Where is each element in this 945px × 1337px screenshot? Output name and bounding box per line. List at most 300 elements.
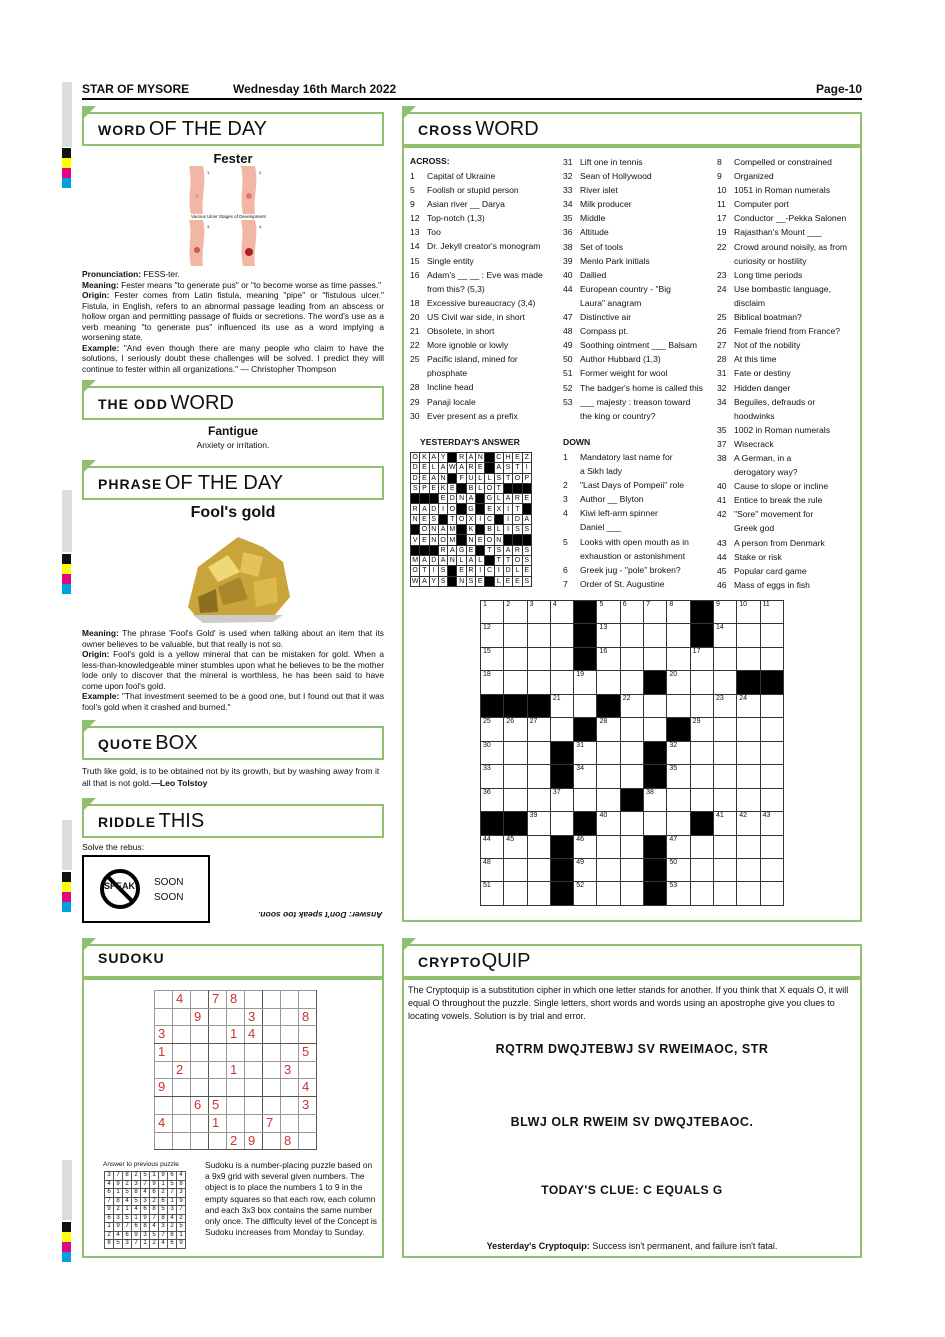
sudoku-cell[interactable] [263, 991, 281, 1009]
sudoku-cell[interactable]: 3 [155, 1026, 173, 1044]
grid-cell[interactable] [550, 812, 573, 835]
grid-cell[interactable] [620, 647, 643, 670]
grid-cell[interactable] [481, 718, 504, 741]
clue-row [563, 211, 703, 225]
clue-text: Top-notch (1,3) [427, 213, 485, 224]
grid-cell[interactable] [620, 858, 643, 881]
sudoku-cell[interactable] [173, 1079, 191, 1097]
grid-cell[interactable] [574, 671, 597, 694]
sudoku-cell[interactable] [281, 1079, 299, 1097]
sudoku-cell[interactable] [227, 1008, 245, 1026]
sudoku-cell[interactable] [245, 1097, 263, 1115]
sudoku-cell[interactable] [263, 1079, 281, 1097]
grid-cell[interactable] [760, 835, 783, 858]
grid-cell[interactable] [550, 694, 573, 717]
grid-cell[interactable] [667, 765, 690, 788]
grid-cell[interactable] [597, 882, 620, 906]
sudoku-cell[interactable] [155, 1132, 173, 1150]
answer-cell: 8 [123, 1172, 132, 1181]
sudoku-cell[interactable] [299, 991, 317, 1009]
grid-cell[interactable] [760, 812, 783, 835]
answer-cell: 3 [123, 1240, 132, 1249]
sudoku-cell[interactable] [191, 1114, 209, 1132]
crossword-title: CROSS WORD [402, 112, 862, 146]
sudoku-cell[interactable] [191, 991, 209, 1009]
grid-cell[interactable] [713, 788, 736, 811]
grid-cell[interactable] [644, 624, 667, 647]
grid-cell[interactable] [527, 718, 550, 741]
sudoku-cell[interactable] [173, 1044, 191, 1062]
clue-number: 35 [563, 213, 573, 224]
answer-cell: A [438, 555, 447, 565]
grid-cell[interactable] [620, 624, 643, 647]
answer-cell: I [476, 514, 485, 524]
clue-text: disclaim [734, 297, 766, 308]
sudoku-cell[interactable] [191, 1132, 209, 1150]
sudoku-cell[interactable]: 4 [245, 1026, 263, 1044]
answer-cell: K [466, 525, 475, 535]
cell-number: 16 [599, 647, 608, 655]
grid-cell[interactable] [690, 671, 713, 694]
sudoku-cell[interactable]: 9 [191, 1008, 209, 1026]
sudoku-cell[interactable]: 8 [299, 1008, 317, 1026]
grid-cell[interactable] [667, 788, 690, 811]
sudoku-cell[interactable] [263, 1008, 281, 1026]
grid-cell[interactable] [737, 765, 760, 788]
grid-cell[interactable] [481, 882, 504, 906]
sudoku-cell[interactable] [209, 1044, 227, 1062]
sudoku-cell[interactable] [263, 1061, 281, 1079]
sudoku-cell[interactable] [281, 991, 299, 1009]
grid-cell[interactable] [644, 694, 667, 717]
sudoku-cell[interactable] [209, 1026, 227, 1044]
grid-cell[interactable] [504, 788, 527, 811]
grid-cell[interactable] [481, 741, 504, 764]
grid-cell[interactable] [527, 765, 550, 788]
sudoku-cell[interactable]: 4 [299, 1079, 317, 1097]
answer-cell: E [420, 535, 429, 545]
answer-cell: S [466, 576, 475, 586]
grid-cell[interactable] [574, 835, 597, 858]
sudoku-cell[interactable] [299, 1026, 317, 1044]
answer-cell: N [438, 473, 447, 483]
clue-text: Pacific island, mined for [427, 354, 518, 365]
grid-cell[interactable] [737, 647, 760, 670]
grid-cell[interactable] [667, 601, 690, 624]
clue-text: Long time periods [734, 269, 803, 280]
grid-cell[interactable] [737, 718, 760, 741]
grid-cell[interactable] [481, 647, 504, 670]
grid-cell[interactable] [550, 788, 573, 811]
sudoku-cell[interactable] [299, 1061, 317, 1079]
grid-cell[interactable] [690, 718, 713, 741]
grid-cell [690, 601, 713, 624]
sudoku-cell[interactable] [263, 1132, 281, 1150]
grid-cell[interactable] [644, 647, 667, 670]
grid-cell[interactable] [504, 765, 527, 788]
grid-cell[interactable] [620, 835, 643, 858]
clue-number: 19 [717, 227, 727, 238]
grid-cell[interactable] [527, 812, 550, 835]
sudoku-cell[interactable] [299, 1114, 317, 1132]
grid-cell[interactable] [737, 812, 760, 835]
grid-cell[interactable] [667, 812, 690, 835]
grid-cell[interactable] [504, 882, 527, 906]
answer-cell: 4 [150, 1223, 159, 1232]
clue-text: At this time [734, 354, 777, 365]
grid-cell[interactable] [690, 765, 713, 788]
clue-row [717, 338, 847, 352]
grid-cell[interactable] [527, 835, 550, 858]
answer-cell: 1 [141, 1240, 150, 1249]
sudoku-cell[interactable] [209, 1061, 227, 1079]
sudoku-cell[interactable] [245, 1114, 263, 1132]
sudoku-cell[interactable]: 6 [191, 1097, 209, 1115]
answer-cell: S [503, 463, 512, 473]
grid-cell[interactable] [481, 601, 504, 624]
sudoku-cell[interactable]: 1 [155, 1044, 173, 1062]
grid-cell[interactable] [527, 647, 550, 670]
page-number: Page-10 [815, 82, 862, 96]
grid-cell[interactable] [667, 647, 690, 670]
sudoku-cell[interactable] [227, 1044, 245, 1062]
grid-cell[interactable] [597, 718, 620, 741]
answer-cell: S [522, 576, 531, 586]
sudoku-cell[interactable] [209, 1079, 227, 1097]
sudoku-cell[interactable]: 8 [227, 991, 245, 1009]
sudoku-cell[interactable] [155, 1061, 173, 1079]
clue-row [563, 183, 703, 197]
grid-cell[interactable] [690, 741, 713, 764]
grid-cell[interactable] [737, 788, 760, 811]
grid-cell[interactable] [527, 858, 550, 881]
grid-cell[interactable] [644, 788, 667, 811]
grid-cell[interactable] [481, 835, 504, 858]
answer-cell: S [438, 566, 447, 576]
grid-cell[interactable] [667, 882, 690, 906]
grid-cell[interactable] [667, 858, 690, 881]
grid-cell[interactable] [644, 718, 667, 741]
clue-text: Popular card game [734, 565, 807, 576]
clue-row [717, 183, 847, 197]
grid-cell[interactable] [597, 835, 620, 858]
grid-cell[interactable] [620, 882, 643, 906]
grid-cell[interactable] [574, 765, 597, 788]
grid-cell[interactable] [713, 718, 736, 741]
answer-cell: 9 [132, 1231, 141, 1240]
grid-cell[interactable] [713, 647, 736, 670]
grid-cell[interactable] [550, 671, 573, 694]
grid-cell[interactable] [597, 671, 620, 694]
clue-number: 17 [717, 213, 727, 224]
grid-cell[interactable] [760, 647, 783, 670]
sudoku-cell[interactable]: 4 [155, 1114, 173, 1132]
sudoku-cell[interactable]: 1 [209, 1114, 227, 1132]
grid-cell[interactable] [690, 647, 713, 670]
grid-cell[interactable] [597, 624, 620, 647]
grid-cell[interactable] [527, 882, 550, 906]
grid-cell[interactable] [713, 601, 736, 624]
clue-row [410, 282, 543, 296]
sudoku-cell[interactable] [191, 1079, 209, 1097]
sudoku-cell[interactable]: 7 [263, 1114, 281, 1132]
grid-cell[interactable] [620, 601, 643, 624]
grid-cell[interactable] [760, 694, 783, 717]
answer-cell: 3 [168, 1206, 177, 1215]
grid-cell[interactable] [667, 741, 690, 764]
grid-cell[interactable] [760, 882, 783, 906]
answer-cell: O [412, 454, 418, 462]
grid-cell[interactable] [504, 741, 527, 764]
grid-cell[interactable] [737, 835, 760, 858]
grid-cell[interactable] [574, 858, 597, 881]
sudoku-cell[interactable] [191, 1061, 209, 1079]
grid-cell[interactable] [574, 694, 597, 717]
grid-cell[interactable] [760, 765, 783, 788]
grid-cell[interactable] [690, 858, 713, 881]
grid-cell[interactable] [481, 671, 504, 694]
sudoku-cell[interactable]: 1 [227, 1061, 245, 1079]
grid-cell[interactable] [504, 624, 527, 647]
answer-cell: 2 [177, 1214, 186, 1223]
grid-cell[interactable] [504, 858, 527, 881]
sudoku-cell[interactable]: 5 [299, 1044, 317, 1062]
grid-cell[interactable] [737, 858, 760, 881]
grid-cell[interactable] [760, 601, 783, 624]
grid-cell[interactable] [713, 835, 736, 858]
grid-cell[interactable] [713, 694, 736, 717]
sudoku-cell[interactable] [245, 1044, 263, 1062]
grid-cell[interactable] [481, 788, 504, 811]
grid-cell[interactable] [481, 765, 504, 788]
grid-cell[interactable] [713, 624, 736, 647]
answer-cell: 7 [159, 1231, 168, 1240]
answer-cell: 5 [141, 1172, 150, 1181]
answer-cell: L [476, 473, 485, 483]
grid-cell[interactable] [737, 694, 760, 717]
sudoku-cell[interactable] [227, 1079, 245, 1097]
clue-text: hoodwinks [734, 410, 775, 421]
grid-cell[interactable] [620, 765, 643, 788]
grid-cell[interactable] [620, 718, 643, 741]
clue-number: 6 [563, 564, 568, 575]
grid-cell[interactable] [550, 718, 573, 741]
answer-cell: 6 [105, 1214, 114, 1223]
previous-answer-grid [104, 1171, 186, 1249]
sudoku-cell[interactable]: 3 [245, 1008, 263, 1026]
grid-cell[interactable] [504, 718, 527, 741]
sudoku-cell[interactable] [227, 1114, 245, 1132]
riddle-title: RIDDLE THIS [82, 804, 384, 838]
answer-cell: 3 [105, 1172, 114, 1181]
sudoku-cell[interactable] [263, 1097, 281, 1115]
grid-cell[interactable] [713, 671, 736, 694]
answer-cell: 6 [132, 1223, 141, 1232]
sudoku-cell[interactable] [191, 1026, 209, 1044]
answer-cell: L [476, 483, 485, 493]
sudoku-cell[interactable] [245, 991, 263, 1009]
grid-cell[interactable] [667, 694, 690, 717]
sudoku-cell[interactable] [281, 1097, 299, 1115]
grid-cell[interactable] [504, 671, 527, 694]
grid-cell[interactable] [690, 882, 713, 906]
answer-cell [485, 463, 494, 473]
sudoku-cell[interactable]: 9 [155, 1079, 173, 1097]
answer-cell [522, 504, 531, 514]
grid-cell[interactable] [597, 765, 620, 788]
answer-cell: E [476, 576, 485, 586]
grid-cell[interactable] [597, 788, 620, 811]
grid-cell[interactable] [760, 741, 783, 764]
grid-cell[interactable] [550, 647, 573, 670]
clue-row [563, 549, 689, 563]
clue-row [717, 310, 847, 324]
grid-cell[interactable] [504, 601, 527, 624]
grid-cell[interactable] [737, 741, 760, 764]
grid-cell[interactable] [690, 788, 713, 811]
cell-number: 37 [552, 788, 561, 796]
grid-cell[interactable] [527, 788, 550, 811]
sudoku-cell[interactable]: 2 [227, 1132, 245, 1150]
cell-number: 22 [622, 694, 631, 702]
answer-cell [494, 514, 503, 524]
sudoku-cell[interactable] [173, 1097, 191, 1115]
grid-cell[interactable] [527, 624, 550, 647]
grid-cell[interactable] [690, 835, 713, 858]
grid-cell[interactable] [667, 624, 690, 647]
answer-cell: 9 [177, 1240, 186, 1249]
sudoku-cell[interactable]: 5 [209, 1097, 227, 1115]
sudoku-cell[interactable] [281, 1008, 299, 1026]
cell-number: 41 [715, 812, 724, 820]
sudoku-cell[interactable] [155, 991, 173, 1009]
clue-row [563, 310, 703, 324]
grid-cell[interactable] [574, 882, 597, 906]
answer-cell: E [448, 483, 457, 493]
sudoku-cell[interactable]: 2 [173, 1061, 191, 1079]
grid-cell[interactable] [667, 835, 690, 858]
grid-cell[interactable] [597, 812, 620, 835]
sudoku-cell[interactable] [245, 1061, 263, 1079]
grid-cell[interactable] [690, 694, 713, 717]
sudoku-cell[interactable]: 9 [245, 1132, 263, 1150]
grid-cell[interactable] [737, 601, 760, 624]
grid-cell[interactable] [644, 601, 667, 624]
grid-cell[interactable] [760, 788, 783, 811]
grid-cell[interactable] [620, 671, 643, 694]
grid-cell[interactable] [597, 601, 620, 624]
sudoku-cell[interactable]: 3 [299, 1097, 317, 1115]
sudoku-cell[interactable]: 1 [227, 1026, 245, 1044]
answer-cell [411, 525, 420, 535]
sudoku-cell[interactable] [263, 1044, 281, 1062]
sudoku-cell[interactable] [245, 1079, 263, 1097]
grid-cell[interactable] [574, 788, 597, 811]
grid-cell[interactable] [527, 671, 550, 694]
sudoku-cell[interactable] [155, 1008, 173, 1026]
sudoku-cell[interactable] [173, 1026, 191, 1044]
answer-cell: 4 [177, 1172, 186, 1181]
clue-text: Middle [580, 213, 606, 224]
clue-text: Laura" anagram [580, 297, 642, 308]
clue-number: 24 [717, 283, 727, 294]
grid-cell[interactable] [527, 741, 550, 764]
clue-number: 21 [410, 326, 420, 337]
sudoku-cell[interactable]: 3 [281, 1061, 299, 1079]
grid-cell[interactable] [644, 812, 667, 835]
answer-cell: 8 [141, 1223, 150, 1232]
sudoku-cell[interactable] [227, 1097, 245, 1115]
sudoku-cell[interactable] [263, 1026, 281, 1044]
sudoku-cell[interactable] [173, 1132, 191, 1150]
answer-cell: 6 [168, 1172, 177, 1181]
phrase-title: PHRASE OF THE DAY [82, 466, 384, 500]
grid-cell[interactable] [504, 647, 527, 670]
answer-cell: 7 [123, 1223, 132, 1232]
grid-cell[interactable] [550, 601, 573, 624]
grid-cell[interactable] [713, 812, 736, 835]
grid-cell[interactable] [760, 858, 783, 881]
grid-cell[interactable] [597, 858, 620, 881]
grid-cell[interactable] [550, 624, 573, 647]
grid-cell[interactable] [713, 765, 736, 788]
sudoku-cell[interactable] [209, 1132, 227, 1150]
sudoku-cell[interactable] [155, 1097, 173, 1115]
grid-cell[interactable] [667, 671, 690, 694]
clue-row [410, 409, 543, 423]
grid-cell[interactable] [760, 624, 783, 647]
grid-cell[interactable] [737, 882, 760, 906]
sudoku-cell[interactable] [191, 1044, 209, 1062]
answer-cell: W [411, 577, 419, 585]
grid-cell[interactable] [713, 741, 736, 764]
grid-cell [504, 694, 527, 717]
grid-cell[interactable] [713, 858, 736, 881]
sudoku-cell[interactable] [281, 1114, 299, 1132]
grid-cell[interactable] [713, 882, 736, 906]
grid-cell[interactable] [760, 718, 783, 741]
grid-cell[interactable] [481, 858, 504, 881]
answer-cell: D [411, 463, 420, 473]
clue-number: 33 [563, 185, 573, 196]
grid-cell[interactable] [504, 835, 527, 858]
grid-cell[interactable] [574, 741, 597, 764]
grid-cell[interactable] [620, 741, 643, 764]
answer-cell: C [485, 514, 494, 524]
sudoku-cell[interactable] [281, 1044, 299, 1062]
cell-number: 19 [576, 671, 584, 679]
cryptoquip-line-2: BLWJ OLR RWEIM SV DWQJTEBAOC. [510, 1115, 754, 1129]
grid-cell[interactable] [620, 812, 643, 835]
sudoku-cell[interactable] [281, 1026, 299, 1044]
sudoku-cell[interactable]: 7 [209, 991, 227, 1009]
sudoku-cell[interactable]: 8 [281, 1132, 299, 1150]
grid-cell[interactable] [597, 647, 620, 670]
sudoku-cell[interactable] [299, 1132, 317, 1150]
grid-cell[interactable] [737, 624, 760, 647]
sudoku-cell[interactable]: 4 [173, 991, 191, 1009]
sudoku-cell[interactable] [209, 1008, 227, 1026]
grid-cell[interactable] [597, 741, 620, 764]
grid-cell[interactable] [527, 601, 550, 624]
grid-cell[interactable] [620, 694, 643, 717]
yesterday-grid [410, 452, 532, 587]
answer-cell: A [429, 453, 438, 463]
sudoku-cell[interactable] [173, 1114, 191, 1132]
answer-cell: N [466, 535, 475, 545]
grid-cell[interactable] [481, 624, 504, 647]
sudoku-cell[interactable] [173, 1008, 191, 1026]
